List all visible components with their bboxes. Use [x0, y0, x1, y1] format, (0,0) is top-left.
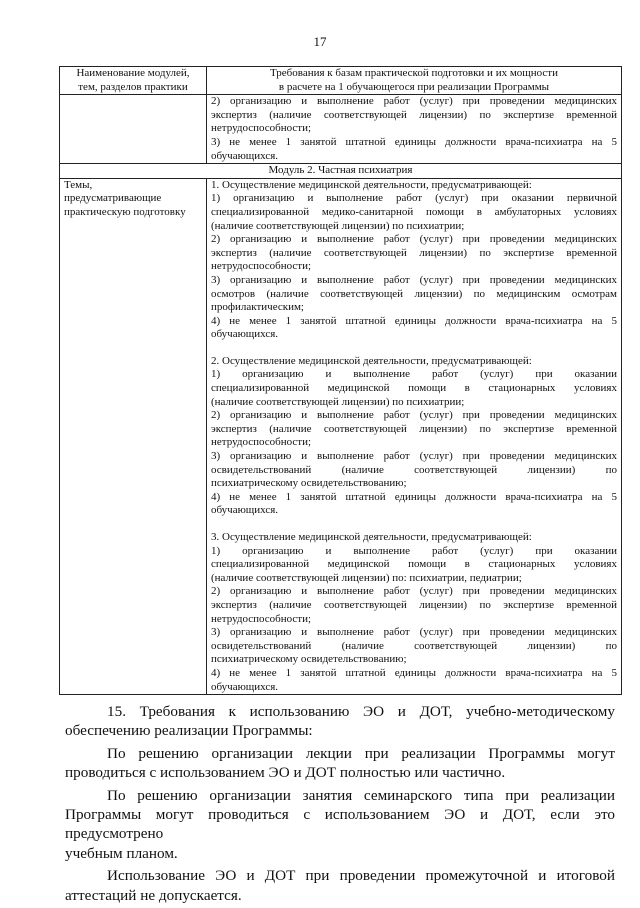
- text-line: экспертиз (наличие соответствующей лицензии) по экспертизе временной: [211, 108, 617, 121]
- text-line: психиатрическому освидетельствованию;: [211, 653, 407, 666]
- table-row: [60, 178, 622, 694]
- text-line: (наличие соответствующей лицензии) по: психиатрии, педиатрии;: [211, 571, 522, 584]
- page-number: 17: [313, 34, 327, 49]
- text-line: 3) организацию и выполнение работ (услуг) при проведении медицинских: [211, 626, 617, 639]
- text-line: нетрудоспособности;: [211, 260, 312, 273]
- text-line: 2) организацию и выполнение работ (услуг) при проведении медицинских: [211, 233, 617, 246]
- paragraph: [65, 702, 615, 741]
- text-line: 1) организацию и выполнение работ (услуг) при оказании: [211, 368, 617, 381]
- paragraph: [65, 866, 615, 905]
- text-line: освидетельствований (наличие соответствующей лицензии) по: [211, 639, 617, 652]
- header-col-requirements: [207, 67, 622, 95]
- module-title-row: [60, 164, 622, 179]
- text-line: 15. Требования к использованию ЭО и ДОТ, учебно-методическому: [107, 703, 615, 720]
- continuation-cell: [207, 95, 622, 164]
- text-line: психиатрическому освидетельствованию;: [211, 477, 407, 490]
- paragraph: [65, 744, 615, 783]
- text-line: экспертиз (наличие соответствующей лицензии) по экспертизе временной: [211, 598, 617, 611]
- header-text-line: Требования к базам практической подготовки и их мощности: [270, 67, 558, 79]
- text-line: Темы,: [64, 178, 93, 191]
- requirement-block: [211, 179, 617, 342]
- requirements-cell: [207, 178, 622, 694]
- text-line: обучающихся.: [211, 149, 279, 162]
- text-line: 2) организацию и выполнение работ (услуг) при проведении медицинских: [211, 585, 617, 598]
- text-line: 3) организацию и выполнение работ (услуг) при проведении медицинских: [211, 450, 617, 463]
- text-line: 1) организацию и выполнение работ (услуг) при оказании первичной: [211, 192, 617, 205]
- text-line: специализированной медицинской помощи в стационарных условиях: [211, 382, 617, 395]
- text-line: практическую подготовку: [64, 205, 186, 218]
- text-line: обучающихся.: [211, 328, 279, 341]
- text-line: учебным планом.: [65, 844, 178, 862]
- text-line: По решению организации занятия семинарского типа при реализации: [107, 786, 615, 804]
- text-line: обеспечению реализации Программы:: [65, 722, 313, 740]
- text-line: обучающихся.: [211, 504, 279, 517]
- text-line: (наличие соответствующей лицензии) по психиатрии;: [211, 395, 465, 408]
- paragraph: [65, 786, 615, 864]
- text-line: нетрудоспособности;: [211, 612, 312, 625]
- text-line: осмотров (наличие соответствующей лицензии) по медицинским осмотрам: [211, 287, 617, 300]
- text-line: 4) не менее 1 занятой штатной единицы должности врача-психиатра на 5: [211, 490, 617, 503]
- topic-cell: [60, 178, 207, 694]
- requirements-table: [59, 66, 622, 695]
- text-line: 2) организацию и выполнение работ (услуг) при проведении медицинских: [211, 95, 617, 108]
- text-line: профилактическим;: [211, 301, 304, 314]
- text-line: 4) не менее 1 занятой штатной единицы должности врача-психиатра на 5: [211, 314, 617, 327]
- text-line: экспертиз (наличие соответствующей лицензии) по экспертизе временной: [211, 422, 617, 435]
- text-line: Программы могут проводиться с использованием ЭО и ДОТ, если это предусмотрено: [65, 806, 615, 843]
- requirement-block: [211, 355, 617, 518]
- text-line: 3) организацию и выполнение работ (услуг) при проведении медицинских: [211, 273, 617, 286]
- text-line: Использование ЭО и ДОТ при проведении промежуточной и итоговой: [107, 867, 615, 885]
- text-line: нетрудоспособности;: [211, 122, 312, 135]
- text-line: экспертиз (наличие соответствующей лицензии) по экспертизе временной: [211, 246, 617, 259]
- module-title: Модуль 2. Частная психиатрия: [60, 164, 622, 179]
- requirement-block: [211, 531, 617, 694]
- text-line: предусматривающие: [64, 192, 162, 205]
- text-line: 4) не менее 1 занятой штатной единицы должности врача-психиатра на 5: [211, 666, 617, 679]
- header-text-line: в расчете на 1 обучающегося при реализации Программы: [278, 80, 550, 93]
- text-line: 3. Осуществление медицинской деятельности, предусматривающей:: [211, 531, 532, 543]
- text-line: 1) организацию и выполнение работ (услуг) при оказании: [211, 544, 617, 557]
- header-text-line: тем, разделов практики: [78, 80, 188, 93]
- text-line: По решению организации лекции при реализации Программы могут: [107, 744, 615, 762]
- text-line: нетрудоспособности;: [211, 436, 312, 449]
- text-line: (наличие соответствующей лицензии) по психиатрии;: [211, 219, 465, 232]
- text-line: обучающихся.: [211, 680, 279, 693]
- text-line: проводиться с использованием ЭО и ДОТ полностью или частично.: [65, 764, 506, 782]
- table-header-row: [60, 67, 622, 95]
- text-line: 2. Осуществление медицинской деятельности, предусматривающей:: [211, 354, 532, 367]
- table-cell-empty: [60, 95, 207, 164]
- text-line: 2) организацию и выполнение работ (услуг) при проведении медицинских: [211, 409, 617, 422]
- body-section: [65, 702, 615, 908]
- text-line: освидетельствований (наличие соответствующей лицензии) по: [211, 463, 617, 476]
- header-col-modules: [60, 67, 207, 95]
- text-line: 1. Осуществление медицинской деятельности, предусматривающей:: [211, 178, 532, 191]
- text-line: специализированной медицинской помощи в стационарных условиях: [211, 558, 617, 571]
- header-text-line: Наименование модулей,: [76, 67, 190, 79]
- table-row: [60, 95, 622, 164]
- text-line: 3) не менее 1 занятой штатной единицы должности врача-психиатра на 5: [211, 135, 617, 148]
- text-line: специализированной медико-санитарной помощи в амбулаторных условиях: [211, 205, 617, 218]
- text-line: аттестаций не допускается.: [65, 886, 242, 904]
